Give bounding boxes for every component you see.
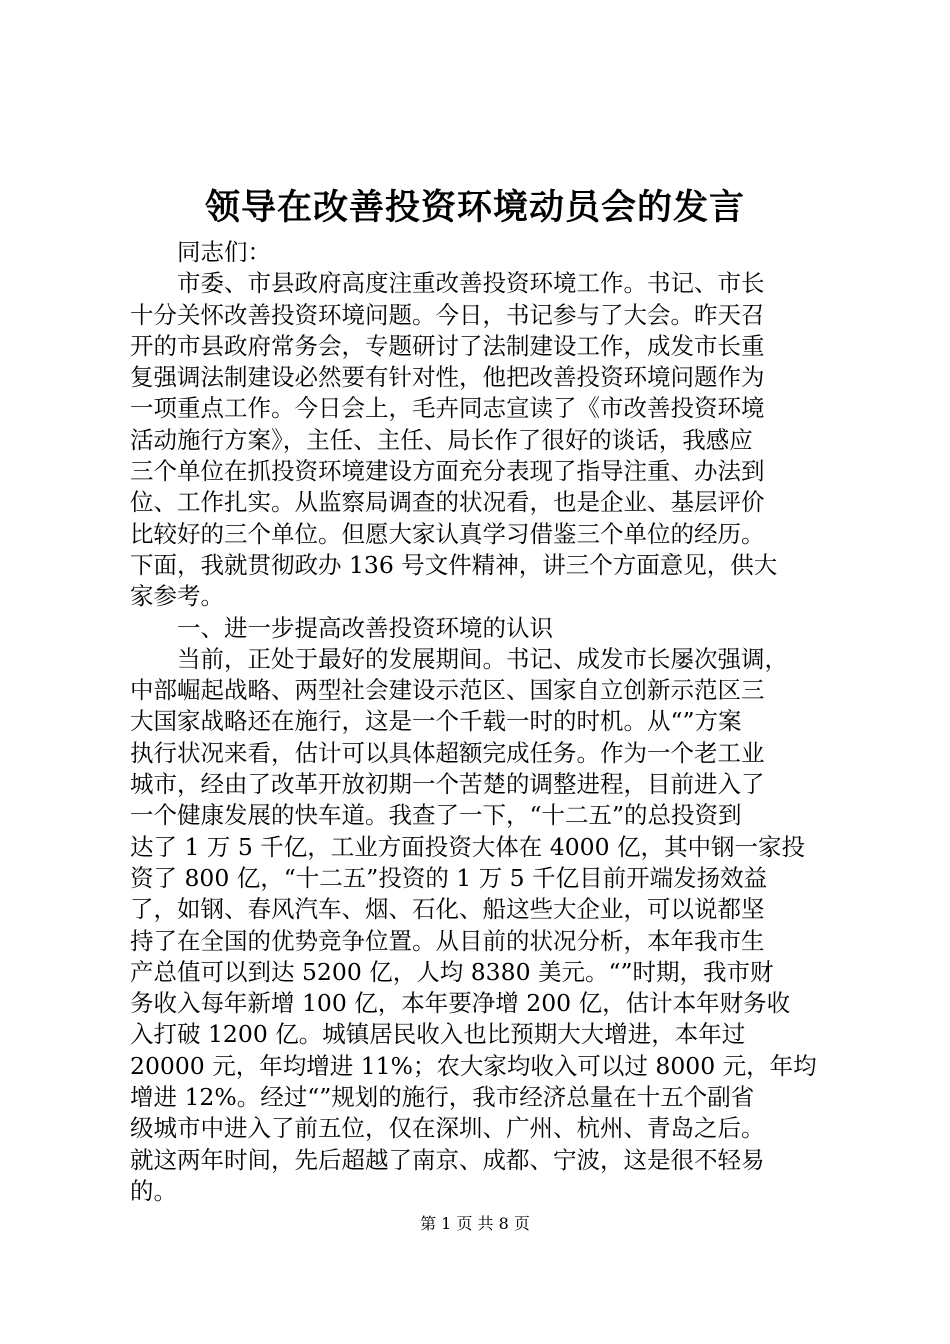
- text-line: 同志们：: [177, 238, 271, 266]
- text-line: 产总值可以到达 5200 亿，人均 8380 美元。“”时期，我市财: [130, 957, 774, 986]
- text-line: 一个健康发展的快车道。我查了一下，“十二五”的总投资到: [130, 801, 742, 830]
- text-line: 达了 1 万 5 千亿，工业方面投资大体在 4000 亿，其中钢一家投: [130, 832, 806, 861]
- text-line: 比较好的三个单位。但愿大家认真学习借鉴三个单位的经历。: [130, 519, 765, 548]
- text-line: 的。: [130, 1176, 177, 1205]
- text-line: 中部崛起战略、两型社会建设示范区、国家自立创新示范区三: [130, 676, 765, 705]
- text-line: 大国家战略还在施行，这是一个千载一时的时机。从“”方案: [130, 707, 742, 736]
- text-line: 务收入每年新增 100 亿，本年要净增 200 亿，估计本年财务收: [130, 989, 791, 1018]
- text-line: 了，如钢、春风汽车、烟、石化、船这些大企业，可以说都坚: [130, 895, 765, 924]
- text-line: 一、进一步提高改善投资环境的认识: [177, 613, 553, 642]
- text-line: 20000 元，年均增进 11%；农大家均收入可以过 8000 元，年均: [130, 1051, 817, 1080]
- text-line: 当前，正处于最好的发展期间。书记、成发市长屡次强调，: [177, 644, 788, 673]
- text-line: 开的市县政府常务会，专题研讨了法制建设工作，成发市长重: [130, 331, 765, 360]
- page-footer: 第 1 页 共 8 页: [420, 1214, 530, 1233]
- document-body: [130, 237, 830, 1207]
- text-line: 三个单位在抓投资环境建设方面充分表现了指导注重、办法到: [130, 457, 765, 486]
- text-line: 市委、市县政府高度注重改善投资环境工作。书记、市长: [177, 269, 765, 298]
- text-line: 增进 12%。经过“”规划的施行，我市经济总量在十五个副省: [130, 1083, 755, 1112]
- text-line: 下面，我就贯彻政办 136 号文件精神，讲三个方面意见，供大: [130, 550, 778, 579]
- text-line: 持了在全国的优势竞争位置。从目前的状况分析，本年我市生: [130, 926, 765, 955]
- document-title: 领导在改善投资环境动员会的发言: [204, 187, 745, 228]
- text-line: 十分关怀改善投资环境问题。今日，书记参与了大会。昨天召: [130, 300, 765, 329]
- text-line: 活动施行方案》，主任、主任、局长作了很好的谈话，我感应: [130, 425, 753, 454]
- text-line: 位、工作扎实。从监察局调查的状况看，也是企业、基层评价: [130, 488, 765, 517]
- text-line: 城市，经由了改革开放初期一个苦楚的调整进程，目前进入了: [130, 770, 765, 799]
- text-line: 就这两年时间，先后超越了南京、成都、宁波，这是很不轻易: [130, 1145, 765, 1174]
- text-line: 家参考。: [130, 582, 224, 611]
- text-line: 入打破 1200 亿。城镇居民收入也比预期大大增进，本年过: [130, 1020, 746, 1049]
- text-line: 资了 800 亿，“十二五”投资的 1 万 5 千亿目前开端发扬效益: [130, 863, 768, 892]
- text-line: 复强调法制建设必然要有针对性，他把改善投资环境问题作为: [130, 363, 765, 392]
- text-line: 级城市中进入了前五位，仅在深圳、广州、杭州、青岛之后。: [130, 1114, 765, 1143]
- text-line: 一项重点工作。今日会上，毛卉同志宣读了《市改善投资环境: [130, 394, 765, 423]
- text-line: 执行状况来看，估计可以具体超额完成任务。作为一个老工业: [130, 738, 765, 767]
